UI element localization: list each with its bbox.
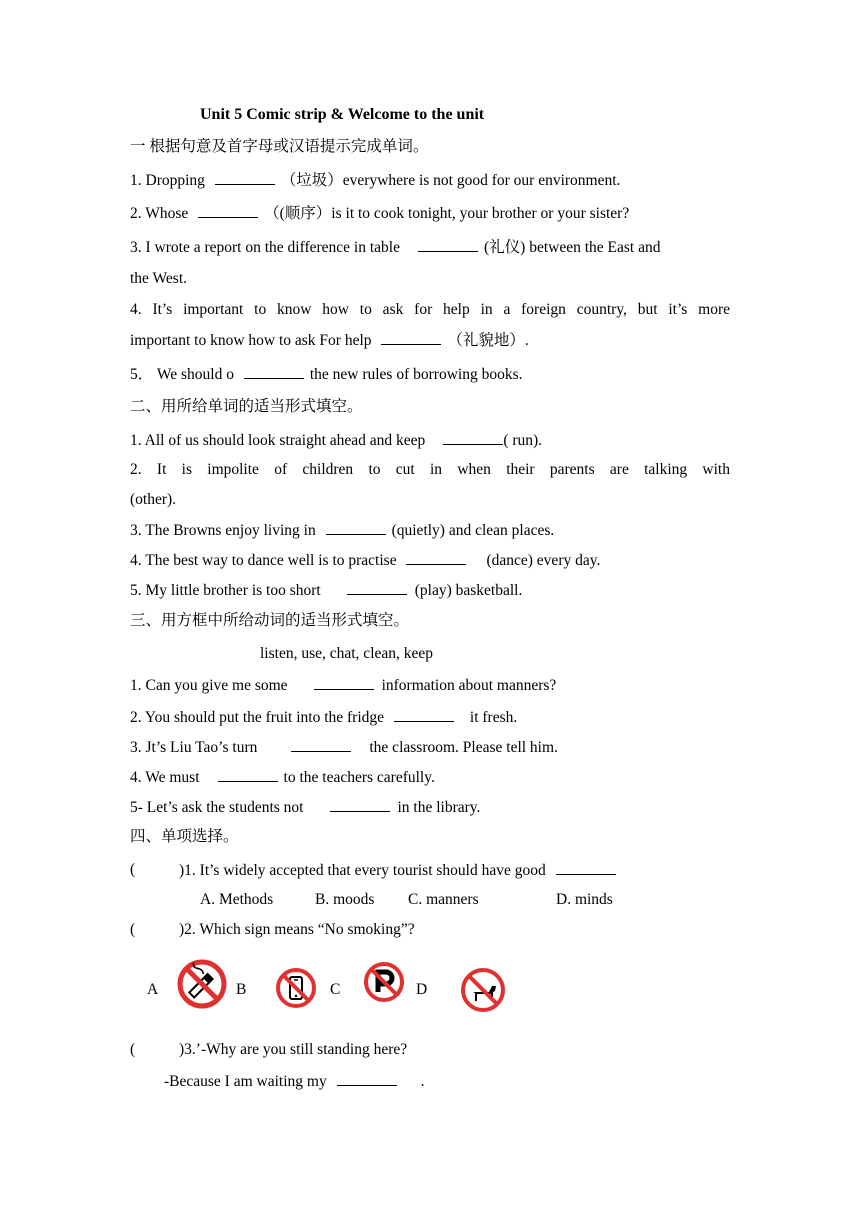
answer-blank[interactable]: [556, 860, 616, 875]
mc1-option-c[interactable]: C. manners: [408, 891, 479, 908]
mc1-option-a[interactable]: A. Methods: [200, 891, 274, 908]
no-dogs-sign-icon[interactable]: [459, 966, 507, 1014]
s3-q1-text-post: information about manners?: [381, 677, 557, 694]
no-parking-sign-icon[interactable]: [362, 960, 406, 1004]
mc3-line2-text: -Because I am waiting my: [164, 1073, 331, 1090]
section1-heading: 一 根据句意及首字母或汉语提示完成单词。: [130, 138, 429, 155]
mc1-option-d[interactable]: D. minds: [556, 891, 613, 908]
s2-q3-text-post: (quietly) and clean places.: [391, 522, 555, 539]
mc2-paren[interactable]: (: [130, 921, 136, 938]
mc2-label-d[interactable]: D: [416, 981, 428, 998]
s2-question-3: [130, 520, 730, 541]
s3-q4-text-post: to the teachers carefully.: [283, 769, 435, 786]
s1-q4-line1: 4. It’s important to know how to ask for help in a foreign country, but it’s more: [130, 301, 730, 318]
s3-q4-text-pre: 4. We must: [130, 769, 200, 786]
s2-q4-text-pre: 4. The best way to dance well is to practise: [130, 552, 401, 569]
no-phone-sign-icon[interactable]: [274, 966, 318, 1010]
answer-blank[interactable]: [381, 330, 441, 345]
s2-question-5: [130, 580, 730, 601]
s3-question-5: [130, 797, 730, 818]
s3-q1-text-pre: 1. Can you give me some: [130, 677, 288, 694]
s3-q3-text-post: the classroom. Please tell him.: [369, 739, 558, 756]
s1-question-3: [130, 237, 730, 258]
answer-blank[interactable]: [418, 237, 478, 252]
s2-q3-text-pre: 3. The Browns enjoy living in: [130, 522, 320, 539]
s1-q5-text-pre: 5． We should o: [130, 366, 238, 383]
mc3-line2: [164, 1071, 424, 1092]
mc1-option-b[interactable]: B. moods: [315, 891, 375, 908]
word-box: listen, use, chat, clean, keep: [260, 645, 434, 662]
s3-question-2: [130, 707, 730, 728]
answer-blank[interactable]: [218, 767, 278, 782]
answer-blank[interactable]: [326, 520, 386, 535]
s1-q3-continuation: the West.: [130, 270, 188, 287]
section2-heading: 二、用所给单词的适当形式填空。: [130, 398, 363, 415]
s3-q5-text-post: in the library.: [397, 799, 481, 816]
answer-blank[interactable]: [443, 430, 503, 445]
s1-question-2: [130, 203, 730, 224]
mc2-label-a[interactable]: A: [147, 981, 159, 998]
s3-q2-text-post: it fresh.: [469, 709, 518, 726]
mc-question-1: [179, 860, 622, 881]
answer-blank[interactable]: [337, 1071, 397, 1086]
s2-q1-text-post: ( run).: [503, 432, 543, 449]
s3-q2-text-pre: 2. You should put the fruit into the fridge: [130, 709, 388, 726]
s3-question-4: [130, 767, 730, 788]
s1-q4-text-pre: important to know how to ask For help: [130, 332, 376, 349]
s1-question-5: [130, 364, 730, 385]
mc2-label-c[interactable]: C: [330, 981, 341, 998]
mc2-label-b[interactable]: B: [236, 981, 247, 998]
answer-blank[interactable]: [406, 550, 466, 565]
mc3-stem: )3.’-Why are you still standing here?: [179, 1041, 408, 1058]
answer-blank[interactable]: [244, 364, 304, 379]
s1-question-4: [130, 330, 730, 351]
s3-question-1: [130, 675, 730, 696]
s1-question-1: [130, 170, 730, 191]
s2-q5-text-post: (play) basketball.: [414, 582, 523, 599]
s1-q1-text-post: （垃圾）everywhere is not good for our environment.: [280, 172, 621, 189]
s3-q3-text-pre: 3. Jt’s Liu Tao’s turn: [130, 739, 258, 756]
s2-q5-text-pre: 5. My little brother is too short: [130, 582, 321, 599]
mc1-stem: )1. It’s widely accepted that every tourist should have good: [179, 862, 550, 879]
s1-q3-text-pre: 3. I wrote a report on the difference in table: [130, 239, 400, 256]
mc3-line2-end: .: [420, 1073, 425, 1090]
answer-blank[interactable]: [198, 203, 258, 218]
answer-blank[interactable]: [215, 170, 275, 185]
s1-q1-text-pre: 1. Dropping: [130, 172, 209, 189]
s2-q2-continuation: (other).: [130, 491, 177, 508]
answer-blank[interactable]: [330, 797, 390, 812]
s2-question-4: [130, 550, 730, 571]
s1-q2-text-post: （(顺序）is it to cook tonight, your brother or your sister?: [264, 205, 630, 222]
s1-q4-text-post: （礼貌地）.: [447, 332, 529, 349]
s1-q5-text-post: the new rules of borrowing books.: [309, 366, 523, 383]
mc3-paren[interactable]: (: [130, 1041, 136, 1058]
section4-heading: 四、单项选择。: [130, 828, 239, 845]
s2-q2-line1: 2. It is impolite of children to cut in when their parents are talking with: [130, 461, 730, 478]
mc1-paren[interactable]: (: [130, 861, 136, 878]
answer-blank[interactable]: [394, 707, 454, 722]
mc2-stem: )2. Which sign means “No smoking”?: [179, 921, 415, 938]
answer-blank[interactable]: [314, 675, 374, 690]
s3-question-3: [130, 737, 730, 758]
s1-q3-text-post: (礼仪) between the East and: [484, 239, 661, 256]
s2-question-1: [130, 430, 730, 451]
s1-q2-text-pre: 2. Whose: [130, 205, 193, 222]
answer-blank[interactable]: [347, 580, 407, 595]
s3-q5-text-pre: 5- Let’s ask the students not: [130, 799, 304, 816]
s2-q4-text-post: (dance) every day.: [486, 552, 601, 569]
no-smoking-sign-icon[interactable]: [176, 958, 228, 1010]
answer-blank[interactable]: [291, 737, 351, 752]
s2-q1-text-pre: 1. All of us should look straight ahead and keep: [130, 432, 426, 449]
section3-heading: 三、用方框中所给动词的适当形式填空。: [130, 612, 410, 629]
page-title: Unit 5 Comic strip & Welcome to the unit: [200, 106, 485, 123]
